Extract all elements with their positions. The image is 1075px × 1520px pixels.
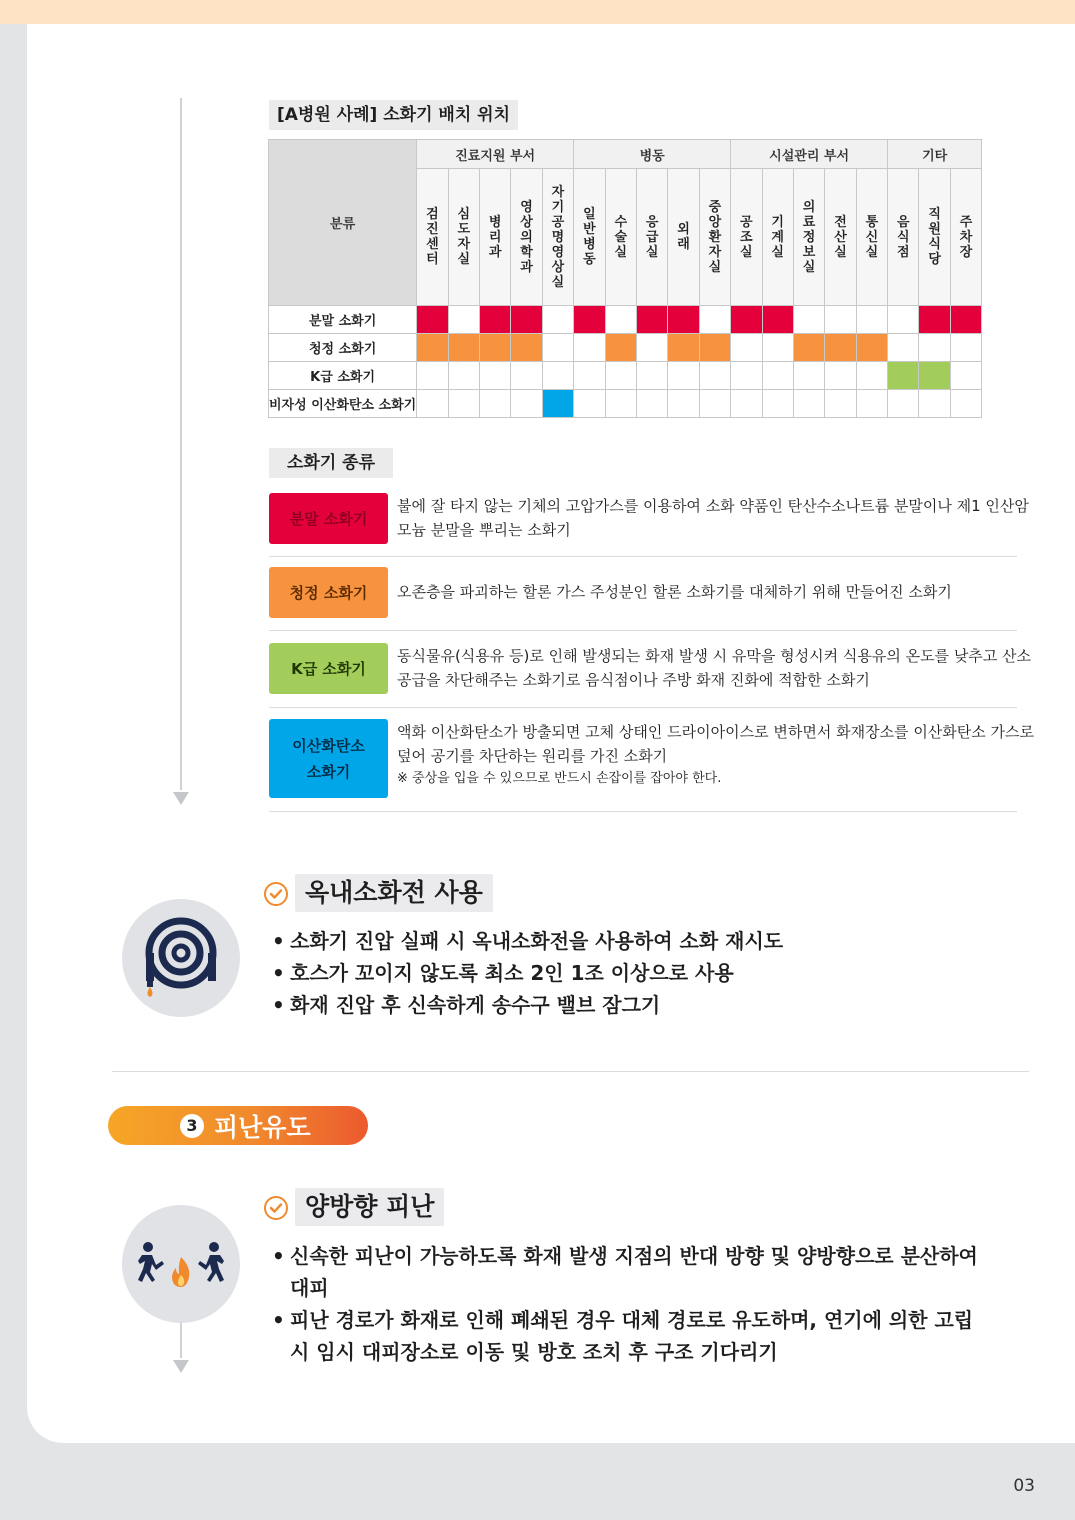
placement-mark — [479, 306, 510, 334]
dept-label: 수술실 — [614, 214, 628, 260]
evacuation-icon — [122, 1205, 240, 1323]
dept-label: 전산실 — [834, 214, 847, 260]
empty-cell — [511, 362, 542, 390]
section-title: 피난유도 — [214, 1112, 311, 1142]
placement-mark — [605, 334, 636, 362]
empty-cell — [793, 362, 824, 390]
dept-label: 병리과 — [488, 214, 502, 260]
row-label: 분말 소화기 — [269, 306, 417, 334]
placement-mark — [856, 334, 887, 362]
legend-note: ※ 중상을 입을 수 있으므로 반드시 손잡이를 잡아야 한다. — [397, 771, 722, 786]
legend-separator — [269, 556, 1017, 557]
empty-cell — [417, 362, 448, 390]
table-dept-header — [417, 169, 448, 306]
timeline-arrow-icon — [173, 1360, 189, 1373]
table-dept-header — [574, 169, 605, 306]
empty-cell — [950, 362, 981, 390]
empty-cell — [574, 362, 605, 390]
empty-cell — [919, 390, 950, 418]
hydrant-bullet-list — [272, 925, 783, 1021]
section-number: 3 — [180, 1114, 204, 1138]
table-dept-header — [950, 169, 981, 306]
legend-separator — [269, 811, 1017, 812]
top-band — [0, 0, 1075, 24]
empty-cell — [888, 306, 919, 334]
table-dept-header — [856, 169, 887, 306]
dept-label: 기계실 — [771, 214, 784, 260]
empty-cell — [605, 362, 636, 390]
legend-name: K급 소화기 — [291, 659, 366, 678]
empty-cell — [542, 334, 573, 362]
case-title: [A병원 사례] 소화기 배치 위치 — [269, 100, 518, 130]
dept-label: 심도자실 — [457, 207, 471, 267]
section-3-heading — [108, 1106, 368, 1145]
empty-cell — [636, 390, 667, 418]
row-label: 비자성 이산화탄소 소화기 — [269, 390, 417, 418]
legend-description-block — [397, 644, 1037, 692]
empty-cell — [636, 334, 667, 362]
table-dept-header — [668, 169, 699, 306]
empty-cell — [950, 334, 981, 362]
placement-mark — [762, 306, 793, 334]
bullet-item: • 피난 경로가 화재로 인해 폐쇄된 경우 대체 경로로 유도하며, 연기에 의한 고립 시 임시 대피장소로 이동 및 방호 조치 후 구조 기다리기 — [272, 1304, 992, 1368]
hydrant-title: 옥내소화전 사용 — [295, 874, 493, 912]
bullet-item: • 소화기 진압 실패 시 옥내소화전을 사용하여 소화 재시도 — [272, 925, 783, 957]
dept-label: 직원식당 — [928, 207, 941, 267]
empty-cell — [856, 306, 887, 334]
empty-cell — [762, 362, 793, 390]
extinguisher-placement-table — [268, 139, 982, 418]
empty-cell — [574, 390, 605, 418]
placement-mark — [825, 334, 856, 362]
timeline-line — [180, 98, 182, 790]
empty-cell — [668, 362, 699, 390]
empty-cell — [793, 390, 824, 418]
placement-mark — [731, 306, 762, 334]
empty-cell — [479, 390, 510, 418]
empty-cell — [448, 362, 479, 390]
dept-label: 음식점 — [896, 214, 910, 260]
placement-mark — [479, 334, 510, 362]
empty-cell — [605, 306, 636, 334]
empty-cell — [479, 362, 510, 390]
legend-description-block — [397, 580, 1037, 604]
dept-label: 일반병동 — [583, 207, 596, 267]
empty-cell — [731, 362, 762, 390]
table-dept-header — [888, 169, 919, 306]
empty-cell — [888, 390, 919, 418]
placement-mark — [636, 306, 667, 334]
legend-swatch — [269, 493, 388, 544]
timeline-arrow-icon — [173, 792, 189, 805]
placement-mark — [919, 362, 950, 390]
check-circle-icon — [263, 1195, 289, 1221]
empty-cell — [888, 334, 919, 362]
hose-reel-icon — [122, 899, 240, 1017]
legend-separator — [269, 630, 1017, 631]
section-divider — [112, 1071, 1029, 1072]
empty-cell — [856, 362, 887, 390]
empty-cell — [699, 390, 730, 418]
placement-mark — [919, 306, 950, 334]
empty-cell — [574, 334, 605, 362]
placement-mark — [888, 362, 919, 390]
placement-mark — [448, 334, 479, 362]
placement-mark — [699, 334, 730, 362]
empty-cell — [699, 306, 730, 334]
bullet-item: • 신속한 피난이 가능하도록 화재 발생 지점의 반대 방향 및 양방향으로 분산하여 대피 — [272, 1240, 992, 1304]
empty-cell — [699, 362, 730, 390]
table-dept-header — [699, 169, 730, 306]
table-row — [269, 306, 982, 334]
placement-mark — [574, 306, 605, 334]
dept-label: 응급실 — [645, 214, 659, 260]
empty-cell — [605, 390, 636, 418]
empty-cell — [668, 390, 699, 418]
table-row — [269, 390, 982, 418]
legend-description: 액화 이산화탄소가 방출되면 고체 상태인 드라이아이스로 변하면서 화재장소를 이산화탄소 가스로 덮어 공기를 차단하는 원리를 가진 소화기 — [397, 723, 1035, 765]
page-number: 03 — [1013, 1476, 1035, 1496]
legend-description: 오존층을 파괴하는 할론 가스 주성분인 할론 소화기를 대체하기 위해 만들어진 소화기 — [397, 583, 952, 601]
table-group-header: 진료지원 부서 — [417, 140, 574, 169]
dept-label: 중앙환자실 — [708, 199, 722, 275]
timeline-line-2 — [180, 1322, 182, 1358]
legend-swatch — [269, 643, 388, 694]
table-group-header: 시설관리 부서 — [731, 140, 888, 169]
legend-name: 이산화탄소 소화기 — [292, 736, 365, 781]
empty-cell — [825, 306, 856, 334]
evac-icon-circle — [122, 1205, 240, 1323]
legend-name: 분말 소화기 — [289, 509, 368, 528]
empty-cell — [793, 306, 824, 334]
dept-label: 공조실 — [740, 214, 753, 260]
check-circle-icon — [263, 881, 289, 907]
dept-label: 의료정보실 — [802, 199, 816, 275]
placement-mark — [793, 334, 824, 362]
placement-mark — [542, 390, 573, 418]
placement-mark — [950, 306, 981, 334]
empty-cell — [762, 390, 793, 418]
dept-label: 영상의학과 — [520, 199, 533, 275]
table-dept-header — [636, 169, 667, 306]
placement-mark — [511, 334, 542, 362]
empty-cell — [919, 334, 950, 362]
dept-label: 주차장 — [959, 214, 973, 260]
empty-cell — [731, 334, 762, 362]
placement-mark — [417, 334, 448, 362]
bullet-item: • 호스가 꼬이지 않도록 최소 2인 1조 이상으로 사용 — [272, 957, 783, 989]
empty-cell — [448, 306, 479, 334]
bullet-item: • 화재 진압 후 신속하게 송수구 밸브 잠그기 — [272, 989, 783, 1021]
dept-label: 외래 — [677, 222, 690, 252]
placement-mark — [511, 306, 542, 334]
empty-cell — [448, 390, 479, 418]
dept-label: 통신실 — [865, 214, 879, 260]
table-corner-label: 분류 — [269, 140, 417, 306]
table-dept-header — [731, 169, 762, 306]
table-dept-header — [825, 169, 856, 306]
empty-cell — [825, 390, 856, 418]
table-row — [269, 362, 982, 390]
legend-description: 불에 잘 타지 않는 기체의 고압가스를 이용하여 소화 약품인 탄산수소나트륨 분말이나 제1 인산암모늄 분말을 뿌리는 소화기 — [397, 497, 1029, 539]
evac-title: 양방향 피난 — [295, 1188, 444, 1226]
empty-cell — [511, 390, 542, 418]
empty-cell — [542, 306, 573, 334]
table-dept-header — [762, 169, 793, 306]
empty-cell — [542, 362, 573, 390]
table-dept-header — [479, 169, 510, 306]
row-label: K급 소화기 — [269, 362, 417, 390]
types-title: 소화기 종류 — [269, 448, 393, 478]
table-dept-header — [542, 169, 573, 306]
empty-cell — [417, 390, 448, 418]
dept-label: 검진센터 — [426, 207, 439, 267]
table-dept-header — [919, 169, 950, 306]
legend-description-block — [397, 720, 1037, 790]
table-group-header: 기타 — [888, 140, 982, 169]
empty-cell — [636, 362, 667, 390]
placement-mark — [417, 306, 448, 334]
legend-description: 동식물유(식용유 등)로 인해 발생되는 화재 발생 시 유막을 형성시켜 식용유의 온도를 낮추고 산소 공급을 차단해주는 소화기로 음식점이나 주방 화재 진화에 적합한 소화기 — [397, 647, 1032, 689]
legend-description-block — [397, 494, 1037, 542]
table-group-header: 병동 — [574, 140, 731, 169]
evac-bullet-list — [272, 1240, 992, 1368]
legend-name: 청정 소화기 — [289, 583, 368, 602]
dept-label: 자기공명영상실 — [551, 184, 565, 290]
row-label: 청정 소화기 — [269, 334, 417, 362]
empty-cell — [856, 390, 887, 418]
legend-swatch — [269, 567, 388, 618]
placement-mark — [668, 334, 699, 362]
placement-mark — [668, 306, 699, 334]
legend-separator — [269, 707, 1017, 708]
empty-cell — [825, 362, 856, 390]
empty-cell — [762, 334, 793, 362]
table-dept-header — [511, 169, 542, 306]
table-dept-header — [793, 169, 824, 306]
legend-swatch — [269, 719, 388, 798]
empty-cell — [731, 390, 762, 418]
hydrant-icon-circle — [122, 899, 240, 1017]
table-dept-header — [448, 169, 479, 306]
table-dept-header — [605, 169, 636, 306]
empty-cell — [950, 390, 981, 418]
table-row — [269, 334, 982, 362]
